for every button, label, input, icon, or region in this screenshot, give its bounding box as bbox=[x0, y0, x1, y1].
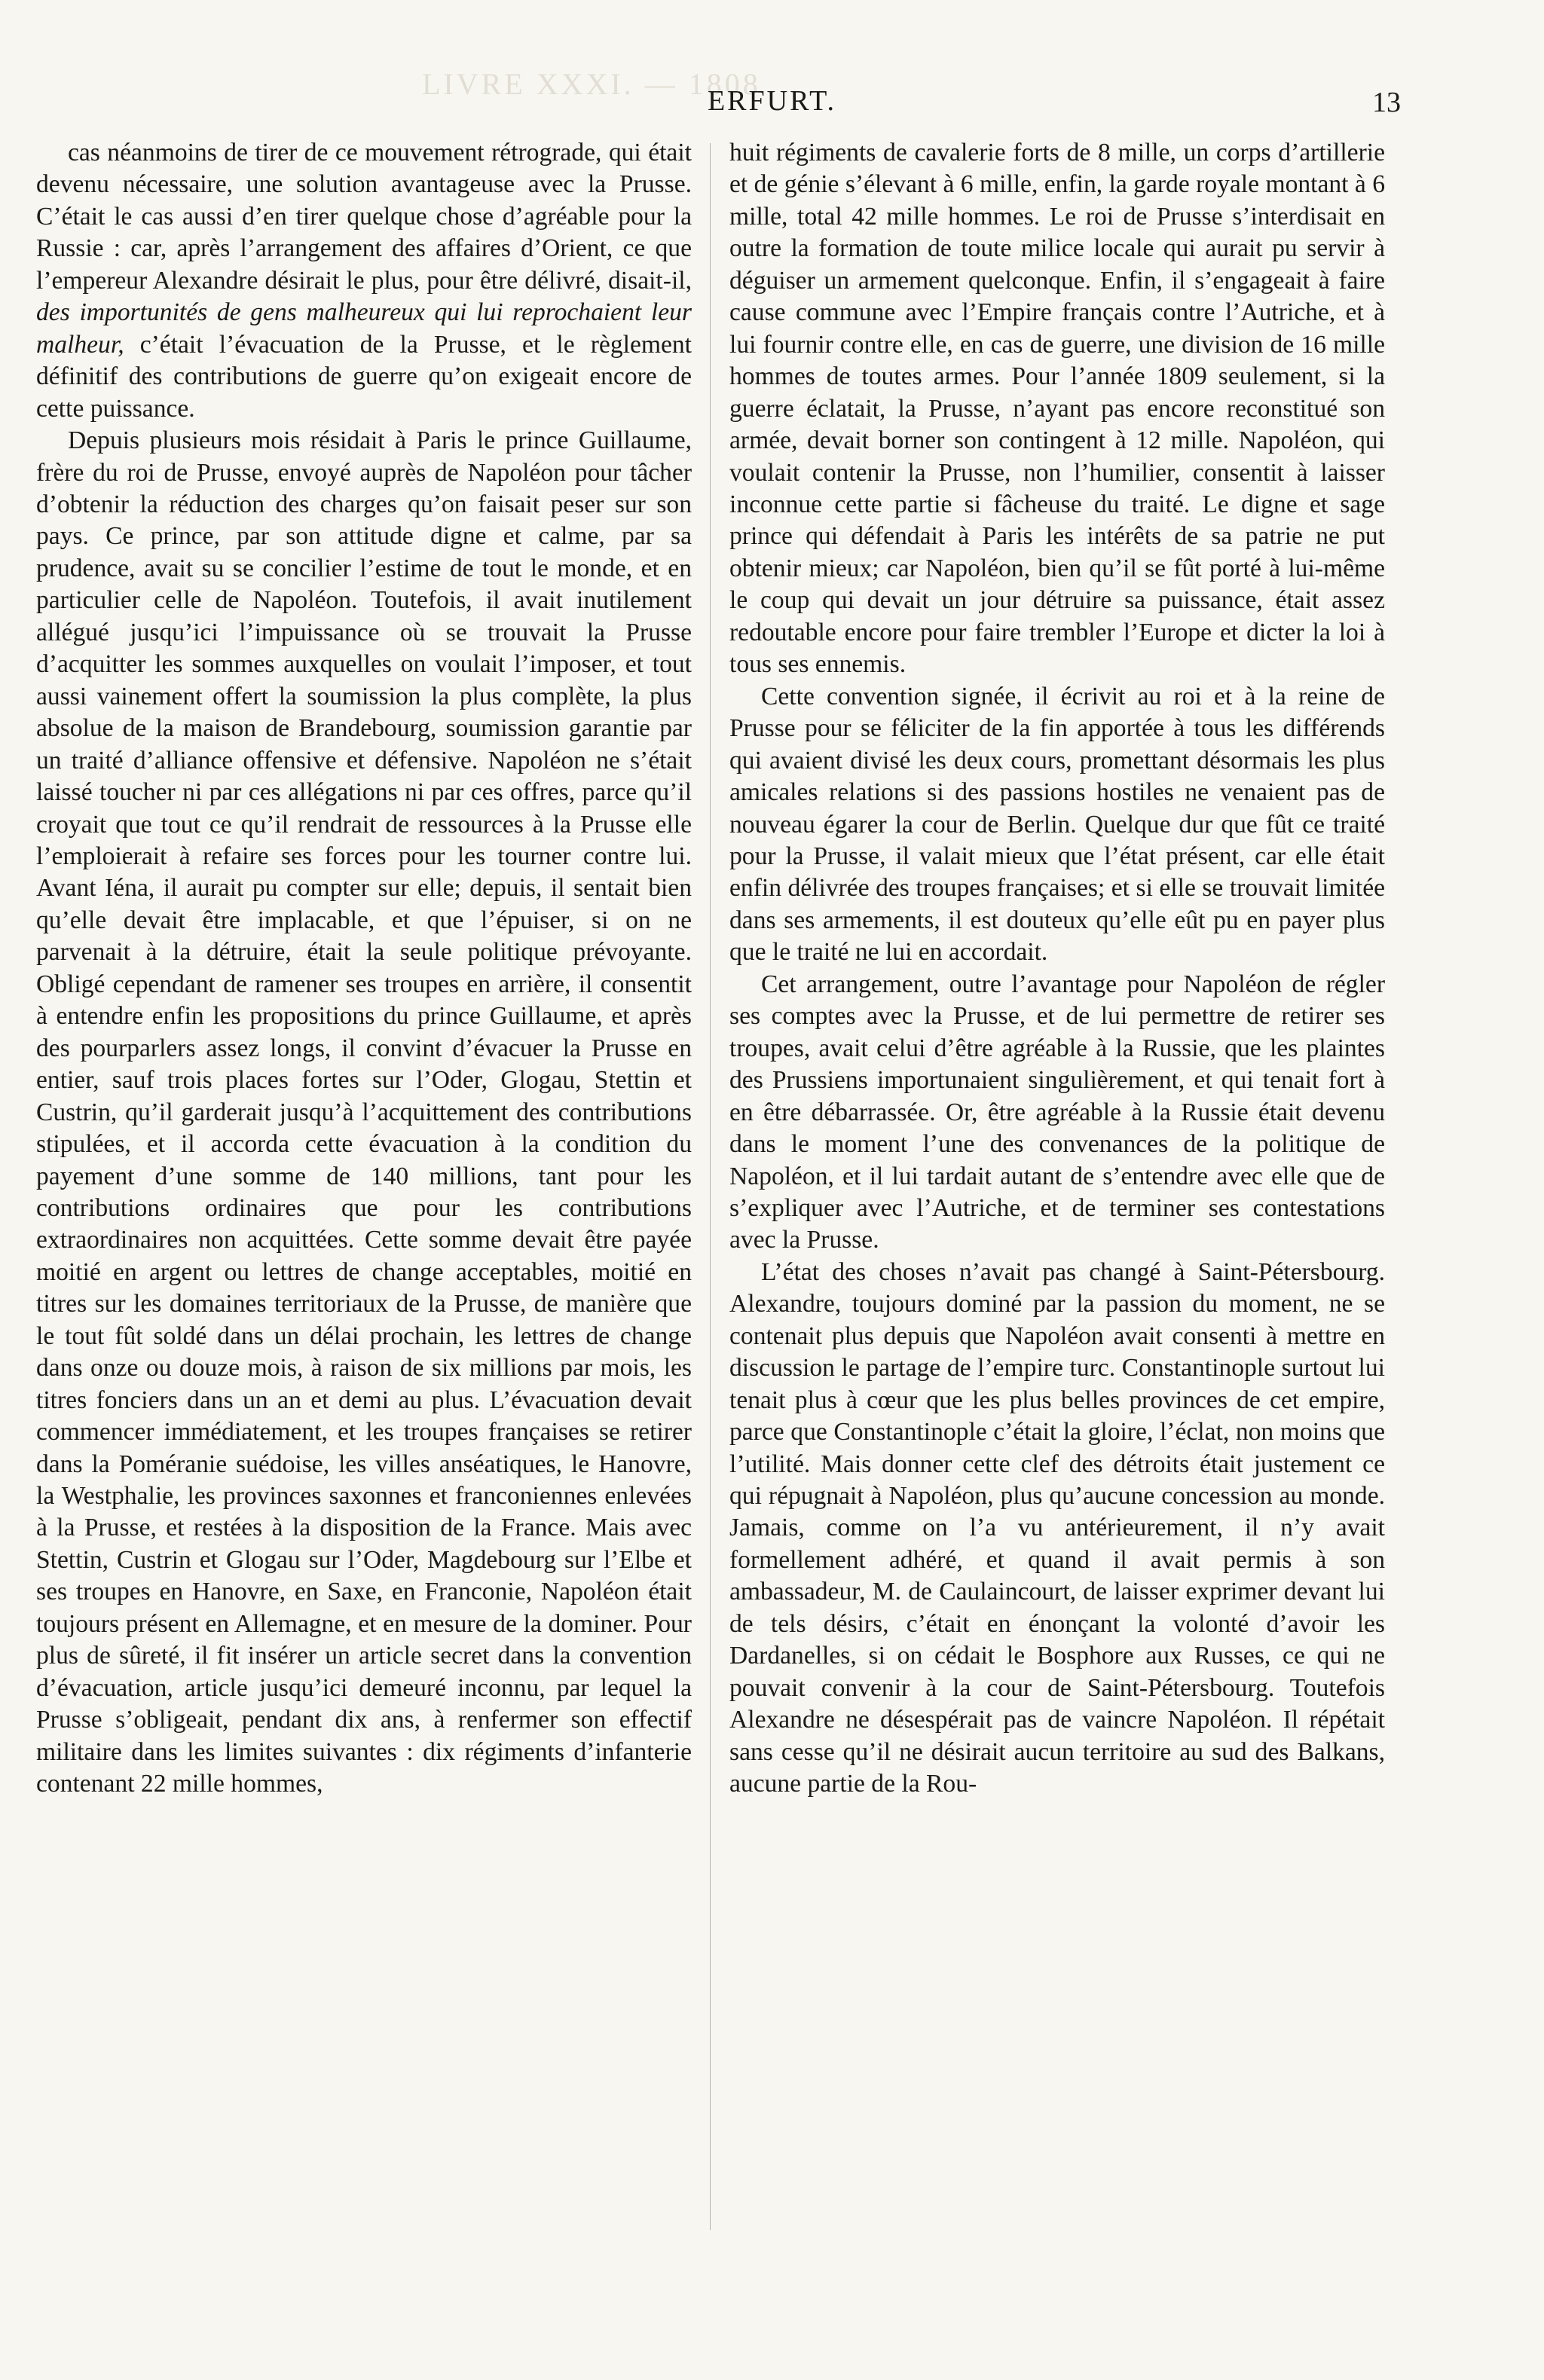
column-divider bbox=[710, 143, 711, 2230]
paragraph bbox=[36, 137, 692, 425]
text-run: Cet arrangement, outre l’avantage pour Napoléon de régler ses comptes avec la Prusse, et de lui permettre de retirer ses troupes, avait celui d’être agréable à la Russie, que les plaintes des Prussiens importunaient singulièrement, et qui tenait fort à en être débarrassée. Or, être agréable à la Russie était devenu dans le moment l’une des convenances de la politique de Napoléon, et il lui tardait autant de s’entendre avec elle que de s’expliquer avec l’Autriche, et de terminer ses contestations avec la Prusse. bbox=[729, 970, 1385, 1254]
italic-quote: des importunités de gens malheureux qui lui reprochaient leur malheur, bbox=[36, 298, 692, 359]
text-run: Depuis plusieurs mois résidait à Paris le prince Guillaume, frère du roi de Prusse, envoyé auprès de Napoléon pour tâcher d’obtenir la réduction des charges qu’on faisait peser sur son pays. Ce prince, par son attitude digne et calme, par sa prudence, avait su se concilier l’estime de tout le monde, et en particulier celle de Napoléon. Toutefois, il avait inutilement allégué jusqu’ici l’impuissance où se trouvait la Prusse d’acquitter les sommes auxquelles on voulait l’imposer, et tout aussi vainement offert la soumission la plus complète, la plus absolue de la maison de Brandebourg, soumission garantie par un traité d’alliance offensive et défensive. Napoléon ne s’était laissé toucher ni par ces allégations ni par ces offres, parce qu’il croyait que tout ce qu’il rendrait de ressources à la Prusse elle l’emploierait à refaire ses forces pour les tourner contre lui. Avant Iéna, il aurait pu compter sur elle; depuis, il sentait bien qu’elle devait être implacable, et que l’épuiser, si on ne parvenait à la détruire, était la seule politique prévoyante. Obligé cependant de ramener ses troupes en arrière, il consentit à entendre enfin les propositions du prince Guillaume, et après des pourparlers assez longs, il convint d’évacuer la Prusse en entier, sauf trois places fortes sur l’Oder, Glogau, Stettin et Custrin, qu’il garderait jusqu’à l’acquittement des contributions stipulées, et il accorda cette évacuation à la condition du payement d’une somme de 140 millions, tant pour les contributions ordinaires que pour les contributions extraordinaires non acquittées. Cette somme devait être payée moitié en argent ou lettres de change acceptables, moitié en titres sur les domaines territoriaux de la Prusse, de manière que le tout fût soldé dans un délai prochain, les lettres de change dans onze ou douze mois, à raison de six millions par mois, les titres fonciers dans un an et demi au plus. L’évacuation devait commencer immédiatement, et les troupes françaises se retirer dans la Poméranie suédoise, les villes anséatiques, le Hanovre, la Westphalie, les provinces saxonnes et franconiennes enlevées à la Prusse, et restées à la disposition de la France. Mais avec Stettin, Custrin et Glogau sur l’Oder, Magdebourg sur l’Elbe et ses troupes en Hanovre, en Saxe, en Franconie, Napoléon était toujours présent en Allemagne, et en mesure de la dominer. Pour plus de sûreté, il fit insérer un article secret dans la convention d’évacuation, article jusqu’ici demeuré inconnu, par lequel la Prusse s’obligeait, pendant dix ans, à renfermer son effectif militaire dans les limites suivantes : dix régiments d’infanterie contenant 22 mille hommes, bbox=[36, 426, 692, 1798]
text-run: c’était l’évacuation de la Prusse, et le règlement définitif des contributions de guerre qu’on exigeait encore de cette puissance. bbox=[36, 330, 692, 423]
page-number: 13 bbox=[1372, 87, 1401, 118]
text-run: L’état des choses n’avait pas changé à Saint-Pétersbourg. Alexandre, toujours dominé par la passion du moment, ne se contenait plus depuis que Napoléon avait consenti à mettre en discussion le partage de l’empire turc. Constantinople surtout lui tenait plus à cœur que les plus belles provinces de cet empire, parce que Constantinople c’était la gloire, l’éclat, non moins que l’utilité. Mais donner cette clef des détroits était justement ce qui répugnait à Napoléon, plus qu’aucune concession au monde. Jamais, comme on l’a vu antérieurement, il n’y avait formellement adhéré, et quand il avait permis à son ambassadeur, M. de Caulaincourt, de laisser exprimer devant lui de tels désirs, c’était en énonçant la volonté d’avoir les Dardanelles, si on cédait le Bosphore aux Russes, ce qui ne pouvait convenir à la cour de Saint-Pétersbourg. Toutefois Alexandre ne désespérait pas de vaincre Napoléon. Il répétait sans cesse qu’il ne désirait aucun territoire au sud des Balkans, aucune partie de la Rou- bbox=[729, 1257, 1385, 1798]
left-text-column bbox=[36, 137, 692, 1801]
bleed-through-heading: LIVRE XXXI. — 1808 bbox=[422, 67, 761, 101]
right-text-column bbox=[729, 137, 1385, 1801]
text-run: cas néanmoins de tirer de ce mouvement rétrograde, qui était devenu nécessaire, une solution avantageuse avec la Prusse. C’était le cas aussi d’en tirer quelque chose d’agréable pour la Russie : car, après l’arrangement des affaires d’Orient, ce que l’empereur Alexandre désirait le plus, pour être délivré, disait-il, bbox=[36, 139, 692, 295]
paragraph bbox=[729, 137, 1385, 681]
paragraph bbox=[729, 1257, 1385, 1801]
paragraph bbox=[36, 425, 692, 1800]
text-run: Cette convention signée, il écrivit au roi et à la reine de Prusse pour se féliciter de la fin apportée à tous les différends qui avaient divisé les deux cours, promettant désormais les plus amicales relations si des passions hostiles ne venaient pas de nouveau égarer la cour de Berlin. Quelque dur que fût ce traité pour la Prusse, il valait mieux que l’état présent, car elle était enfin délivrée des troupes françaises; et si elle se trouvait limitée dans ses armements, il est douteux qu’elle eût pu en payer plus que le traité ne lui en accordait. bbox=[729, 682, 1385, 967]
paragraph bbox=[729, 681, 1385, 969]
running-head-title: ERFURT. bbox=[707, 85, 837, 117]
paragraph bbox=[729, 969, 1385, 1257]
text-run: huit régiments de cavalerie forts de 8 mille, un corps d’artillerie et de génie s’élevant à 6 mille, enfin, la garde royale montant à 6 mille, total 42 mille hommes. Le roi de Prusse s’interdisait en outre la formation de toute milice locale qui aurait pu servir à déguiser un armement quelconque. Enfin, il s’engageait à faire cause commune avec l’Empire français contre l’Autriche, et à lui fournir contre elle, en cas de guerre, une division de 16 mille hommes de toutes armes. Pour l’année 1809 seulement, si la guerre éclatait, la Prusse, n’ayant pas encore reconstitué son armée, devait borner son contingent à 12 mille. Napoléon, qui voulait contenir la Prusse, non l’humilier, consentit à laisser inconnue cette partie si fâcheuse du traité. Le digne et sage prince qui défendait à Paris les intérêts de sa patrie ne put obtenir mieux; car Napoléon, bien qu’il se fût porté à lui-même le coup qui devait un jour détruire sa puissance, était assez redoutable encore pour faire trembler l’Europe et dicter la loi à tous ses ennemis. bbox=[729, 139, 1385, 679]
